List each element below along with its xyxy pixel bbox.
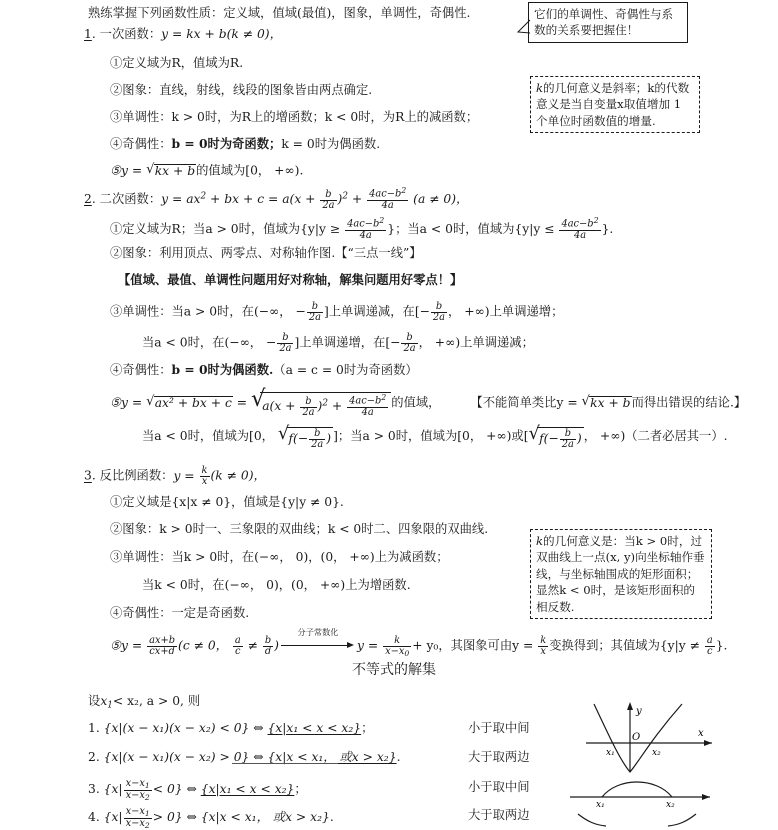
topic2-item1-c: }.	[601, 222, 614, 237]
topic1-item4	[110, 138, 380, 150]
topic2-item5-eq: =	[232, 395, 251, 410]
topic2-item5-rad1: ax² + bx + c	[154, 396, 232, 411]
topic3-number: 3	[84, 468, 92, 483]
inequality-row-2	[88, 751, 400, 763]
section2-premise: 设$x_1< x_2$, a > 0, 则	[88, 694, 201, 711]
callout-top-right-text: 它们的单调性、奇偶性与系数的关系要把握住！	[534, 7, 674, 38]
topic2-item1	[110, 217, 613, 241]
topic1-formula: y = kx + b(k ≠ 0)，	[161, 27, 282, 41]
sqrt-icon	[146, 164, 196, 177]
topic3-heading: 3. 反比例函数：y = $\frac{k}{x}$ (k ≠ 0)，	[84, 465, 266, 488]
topic1-item2: ②图象：直线，射线，线段的图象皆由两点确定.	[110, 83, 373, 97]
topic2-item3-l2c: ， +∞)上单调递减；	[418, 335, 534, 350]
callout-linear-k	[530, 76, 700, 133]
inequality-row-4-lhs-pre: {x|	[103, 810, 123, 825]
topic1-item5	[110, 164, 303, 177]
frac-a-over-c-2: $\frac{a}{c}$	[706, 635, 713, 658]
topic1-item5-suffix: 的值域为[0， +∞).	[196, 163, 304, 178]
topic1-item5-radicand: kx + b	[154, 164, 196, 178]
topic2-item5-note-b: 而得出错误的结论.】	[631, 395, 747, 410]
topic2-item5	[110, 392, 746, 418]
inequality-row-2-num: 2.	[88, 750, 100, 764]
frac-x-x1-over-x-x2-1: $\frac{x-x1}{x-x2}$	[125, 778, 150, 802]
callout-inverse-k-symbol: k	[536, 534, 544, 548]
topic3-item5-tail-a: + y₀，其图象可由y =	[412, 638, 538, 653]
topic3-item5: ⑤y = $\frac{ax+b}{cx+d}$ (c ≠ 0， $\frac{a}{c}$ ≠ $\frac{b}{d}$ ) 分子常数化 y = $\frac{k}{x-x0}$ + y₀，其图象可由y = $\frac{k}{x}$ 变换得到；其值域为{y|y ≠ $\frac{a}{c}$ }.	[110, 626, 728, 659]
frac-ax-b-over-cx-d: $\frac{ax+b}{cx+d}$	[149, 635, 176, 658]
inequality-note-2: 大于取两边	[468, 750, 530, 764]
sqrt-icon	[582, 396, 632, 409]
topic3-item5-mid: y =	[356, 638, 383, 653]
topic2-item4-label: ④奇偶性：	[110, 363, 172, 377]
topic1-number: 1	[84, 27, 92, 41]
topic2-item5-l2a: 当a < 0时，值域为[0，	[142, 428, 278, 443]
topic3-item1: ①定义域是{x|x ≠ 0}，值域是{y|y ≠ 0}.	[110, 495, 344, 509]
topic2-item5-l2b: ]；当a > 0时，值域为[0， +∞)或[	[333, 428, 529, 443]
inequality-note-1: 小于取中间	[468, 721, 530, 735]
topic2-item3-line1	[110, 302, 563, 324]
figure-parabola-root2: x₂	[652, 748, 661, 758]
topic3-item3-line2: 当k < 0时，在(−∞， 0)，(0， +∞)上为增函数.	[142, 578, 411, 592]
topic2-item4	[110, 364, 418, 376]
sqrt-mid-icon: √ f(− $\frac{b}{2a}$ )	[278, 427, 333, 451]
topic2-item2: ②图象：利用顶点、两零点、对称轴作图.【“三点一线”】	[110, 246, 422, 260]
frac-4ac-b2-over-4a-2: $\frac{4ac-b^2}{4a}$	[561, 216, 599, 241]
frac-b-over-2a-2: $\frac{b}{2a}$	[432, 301, 446, 324]
topic2-item3-l1a: ③单调性：当a > 0时，在(−∞， −	[110, 304, 306, 319]
topic3-formula-suffix: (k ≠ 0)，	[210, 468, 266, 483]
topic1-item5-prefix: ⑤y =	[110, 163, 147, 178]
inequality-row-1-lhs: {x|(x − x₁)(x − x₂) < 0} ⇔	[103, 721, 268, 735]
topic2-item5-prefix: ⑤y =	[110, 395, 147, 410]
topic3-item5-prefix: ⑤y =	[110, 638, 147, 653]
topic2-item5-l2c: ， +∞)（二者必居其一）.	[583, 428, 728, 443]
section2-premise-text: < x₂, a > 0, 则	[112, 694, 201, 708]
inequality-row-1-rhs: {x|x₁ < x < x₂}	[267, 721, 362, 735]
frac-4ac-b2-over-4a-1: $\frac{4ac-b^2}{4a}$	[347, 216, 385, 241]
figure-numberline-1	[570, 777, 718, 807]
inequality-row-2-rhs: {x|x < x₁， 或x > x₂}	[267, 750, 397, 764]
figure-parabola-axis-y: y	[636, 706, 642, 717]
figure-parabola-axis-x: x	[698, 728, 704, 739]
topic3-item5-tail-b: 变换得到；其值域为{y|y ≠	[549, 638, 704, 653]
figure-numberline-2	[570, 812, 718, 828]
sqrt-big-icon: √ a(x + $\frac{b}{2a}$ )$^2$ + $\frac{4ac-b^2}{4a}$	[251, 392, 391, 418]
topic2-heading: 2. 二次函数：$y = ax^2$ + bx + c = a(x + $\frac{b}{2a}$ )$^2$ + $\frac{4ac-b^2}{4a}$ (a ≠ 0)，	[84, 186, 469, 211]
inequality-row-4	[88, 807, 334, 830]
callout-inverse-k-text: 的几何意义是：当k > 0时，过双曲线上一点(x, y)向坐标轴作垂线，与坐标轴围成的矩形面积；显然k < 0时，是该矩形面积的相反数.	[536, 534, 705, 614]
topic1-item4-label: ④奇偶性：	[110, 137, 172, 151]
inequality-row-1-num: 1.	[88, 721, 100, 735]
inequality-row-3-lhs-post: < 0} ⇔	[152, 782, 201, 797]
callout-tail-icon	[516, 18, 532, 36]
callout-inverse-k	[530, 529, 712, 619]
inequality-row-2-end: .	[396, 750, 401, 764]
section2-premise-prefix: 设	[88, 694, 101, 708]
inequality-row-3-end: ；	[294, 782, 307, 797]
inequality-note-3: 小于取中间	[468, 780, 530, 794]
topic2-title: 二次函数：	[99, 192, 162, 207]
topic3-item5-arrow-label: 分子常数化	[297, 626, 339, 637]
topic2-item5-note-a: 【不能简单类比y =	[470, 395, 582, 410]
topic3-item4: ④奇偶性：一定是奇函数.	[110, 606, 250, 620]
inequality-row-3	[88, 779, 307, 802]
inequality-row-4-end: .	[329, 810, 334, 825]
topic3-item5-tail-c: }.	[715, 638, 728, 653]
topic2-item1-a: ①定义域为R；当a > 0时，值域为{y|y ≥	[110, 222, 345, 237]
frac-x-x1-over-x-x2-2: $\frac{x-x1}{x-x2}$	[125, 806, 150, 830]
topic2-item4-rest: （a = c = 0时为奇函数）	[273, 363, 418, 377]
topic2-item1-b: }；当a < 0时，值域为{y|y ≤	[387, 222, 559, 237]
frac-b-over-2a-4: $\frac{b}{2a}$	[403, 332, 416, 355]
inequality-row-4-num: 4.	[88, 810, 100, 825]
topic1-heading: 1. 一次函数：y = kx + b(k ≠ 0)，	[84, 27, 282, 41]
topic2-highlight: 【值域、最值、单调性问题用好对称轴，解集问题用好零点！】	[118, 272, 463, 287]
topic2-item3-l2b: ]上单调递增，在[−	[294, 335, 401, 350]
topic2-number: 2	[84, 192, 92, 207]
sqrt-mid-icon: √ f(− $\frac{b}{2a}$ )	[529, 427, 584, 451]
topic2-item3-l2a: 当a < 0时，在(−∞， −	[142, 335, 277, 350]
horizontal-rule	[232, 763, 338, 764]
inequality-row-1-end: ；	[361, 721, 374, 735]
frac-a-over-c: $\frac{a}{c}$	[234, 635, 241, 658]
figure-parabola	[586, 702, 726, 778]
topic1-title: 一次函数：	[99, 27, 162, 41]
inequality-note-4: 大于取两边	[468, 808, 530, 822]
topic1-item4-rest: k = 0时为偶函数.	[281, 137, 381, 151]
frac-b-over-2a-1: $\frac{b}{2a}$	[308, 301, 321, 324]
callout-linear-k-symbol: k	[536, 81, 544, 95]
sqrt-icon	[146, 396, 233, 409]
inequality-row-3-rhs: {x|x₁ < x < x₂}	[200, 782, 295, 797]
topic2-item3-l1b: ]上单调递减，在[−	[323, 304, 430, 319]
inequality-row-3-num: 3.	[88, 782, 100, 797]
figure-numberline-1-root2: x₂	[666, 800, 675, 807]
inequality-row-3-lhs-pre: {x|	[103, 782, 123, 797]
topic1-item4-bold: b = 0时为奇函数；	[171, 136, 282, 151]
frac-k-over-x-x0: $\frac{k}{x-x0}$	[385, 635, 410, 659]
inequality-row-4-lhs-post: > 0} ⇔	[152, 810, 201, 825]
topic3-title: 反比例函数：	[99, 468, 174, 483]
topic1-item3: ③单调性：k > 0时，为R上的增函数；k < 0时，为R上的减函数；	[110, 110, 479, 124]
frac-b-over-d: $\frac{b}{d}$	[264, 635, 272, 658]
inequality-row-1	[88, 722, 373, 734]
topic2-item5-suffix: 的值域，	[391, 395, 441, 410]
topic1-item1: ①定义域为R，值域为R.	[110, 56, 244, 70]
topic3-item2: ②图象：k > 0时一、三象限的双曲线；k < 0时二、四象限的双曲线.	[110, 522, 489, 536]
topic2-item3-line2	[142, 333, 534, 355]
frac-b-over-2a-3: $\frac{b}{2a}$	[279, 332, 292, 355]
topic2-item5-note-rad: kx + b	[590, 396, 631, 411]
figure-numberline-1-root1: x₁	[596, 800, 605, 807]
section2-title: 不等式的解集	[352, 662, 436, 678]
transform-arrow-icon	[281, 626, 355, 651]
callout-linear-k-text: 的几何意义是斜率；k的代数意义是当自变量x取值增加 1 个单位时函数值的增量.	[536, 81, 690, 128]
topic3-item3-line1: ③单调性：当k > 0时，在(−∞， 0)，(0， +∞)上为减函数；	[110, 550, 449, 564]
topic2-item4-bold: b = 0时为偶函数.	[171, 362, 274, 377]
inequality-row-4-rhs: {x|x < x₁， 或x > x₂}	[200, 810, 330, 825]
topic3-item5-cond: (c ≠ 0，	[178, 638, 232, 653]
inequality-row-2-lhs: {x|(x − x₁)(x − x₂) > 0} ⇔	[103, 750, 268, 764]
topic2-item3-l1c: ， +∞)上单调递增；	[448, 304, 564, 319]
frac-k-over-x: $\frac{k}{x}$	[540, 635, 547, 658]
figure-parabola-origin: O	[632, 732, 641, 743]
callout-top-right	[528, 2, 688, 43]
topic2-item5-line2	[142, 427, 728, 451]
intro-line: 熟练掌握下列函数性质：定义域，值域(最值)，图象，单调性，奇偶性.	[88, 6, 471, 20]
figure-parabola-root1: x₁	[606, 748, 615, 758]
